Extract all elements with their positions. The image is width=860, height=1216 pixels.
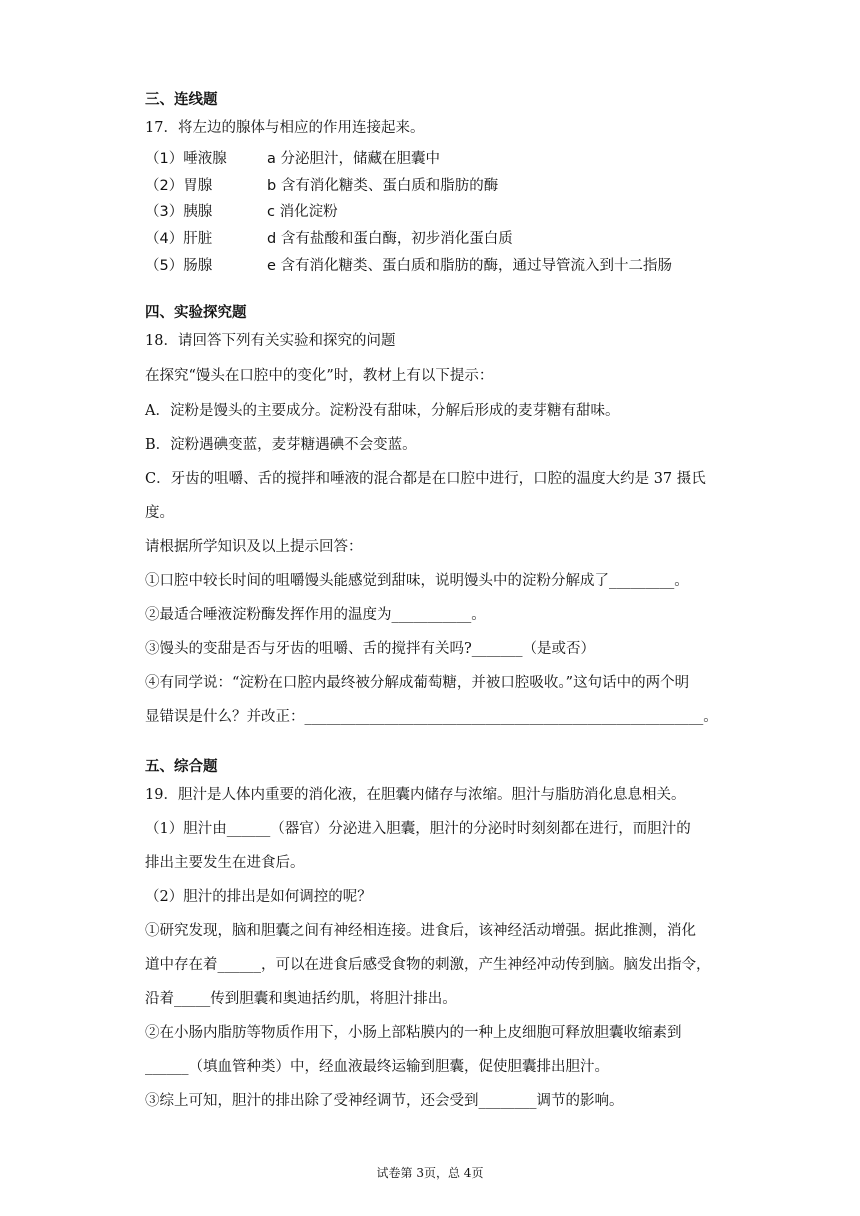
match-left-2: （2）胃腺 — [145, 178, 213, 194]
q18-hint-c-line1: C．牙齿的咀嚼、舌的搅拌和唾液的混合都是在口腔中进行，口腔的温度大约是 37 摄氏 — [145, 471, 706, 487]
match-left-3: （3）胰腺 — [145, 204, 213, 220]
q18-hint-c-line2: 度。 — [145, 505, 174, 521]
q19-part2: （2）胆汁的排出是如何调控的呢？ — [145, 889, 372, 905]
match-right-d: d 含有盐酸和蛋白酶，初步消化蛋白质 — [267, 231, 513, 247]
section-heading-comprehensive: 五、综合题 — [145, 758, 218, 775]
q18-hint-a: A．淀粉是馒头的主要成分。淀粉没有甜味，分解后形成的麦芽糖有甜味。 — [145, 403, 620, 419]
section-heading-experiment: 四、实验探究题 — [145, 304, 247, 321]
q18-item-4-line2: 显错误是什么？并改正：_______________________________________________________。 — [145, 709, 718, 725]
match-left-1: （1）唾液腺 — [145, 151, 227, 167]
q18-intro: 在探究“馒头在口腔中的变化”时，教材上有以下提示： — [145, 368, 494, 384]
question-18: 18．请回答下列有关实验和探究的问题 — [145, 333, 396, 349]
q19-part1-line1: （1）胆汁由______（器官）分泌进入胆囊，胆汁的分泌时时刻刻都在进行，而胆汁的 — [145, 821, 691, 837]
section-heading-matching: 三、连线题 — [145, 91, 218, 108]
q18-hint-b: B．淀粉遇碘变蓝，麦芽糖遇碘不会变蓝。 — [145, 437, 417, 453]
q19-point2-line2: ______（填血管种类）中，经血液最终运输到胆囊，促使胆囊排出胆汁。 — [145, 1059, 609, 1075]
q19-part1-line2: 排出主要发生在进食后。 — [145, 855, 305, 871]
match-right-b: b 含有消化糖类、蛋白质和脂肪的酶 — [267, 178, 499, 194]
match-right-a: a 分泌胆汁，储藏在胆囊中 — [267, 151, 440, 167]
question-17: 17．将左边的腺体与相应的作用连接起来。 — [145, 120, 425, 136]
q19-point1-line3: 沿着_____传到胆囊和奥迪括约肌，将胆汁排出。 — [145, 991, 457, 1007]
q19-point1-line2: 道中存在着______，可以在进食后感受食物的刺激，产生神经冲动传到脑。脑发出指令， — [145, 957, 711, 973]
match-left-5: （5）肠腺 — [145, 258, 213, 274]
match-right-c: c 消化淀粉 — [267, 204, 338, 220]
q18-item-2: ②最适合唾液淀粉酶发挥作用的温度为___________。 — [145, 607, 486, 623]
q18-item-4-line1: ④有同学说：“淀粉在口腔内最终被分解成葡萄糖，并被口腔吸收。”这句话中的两个明 — [145, 675, 690, 691]
q18-prompt: 请根据所学知识及以上提示回答： — [145, 539, 363, 555]
question-19: 19．胆汁是人体内重要的消化液，在胆囊内储存与浓缩。胆汁与脂肪消化息息相关。 — [145, 787, 686, 803]
q18-item-1: ①口腔中较长时间的咀嚼馒头能感觉到甜味，说明馒头中的淀粉分解成了_________。 — [145, 573, 689, 589]
q18-item-3: ③馒头的变甜是否与牙齿的咀嚼、舌的搅拌有关吗?_______（是或否） — [145, 641, 596, 657]
match-right-e: e 含有消化糖类、蛋白质和脂肪的酶，通过导管流入到十二指肠 — [267, 258, 673, 274]
match-left-4: （4）肝脏 — [145, 231, 213, 247]
q19-point2-line1: ②在小肠内脂肪等物质作用下，小肠上部粘膜内的一种上皮细胞可释放胆囊收缩素到 — [145, 1025, 682, 1041]
q19-point1-line1: ①研究发现，脑和胆囊之间有神经相连接。进食后，该神经活动增强。据此推测，消化 — [145, 923, 696, 939]
q19-point3: ③综上可知，胆汁的排出除了受神经调节，还会受到________调节的影响。 — [145, 1093, 624, 1109]
page-footer: 试卷第 3页，总 4页 — [376, 1166, 484, 1180]
